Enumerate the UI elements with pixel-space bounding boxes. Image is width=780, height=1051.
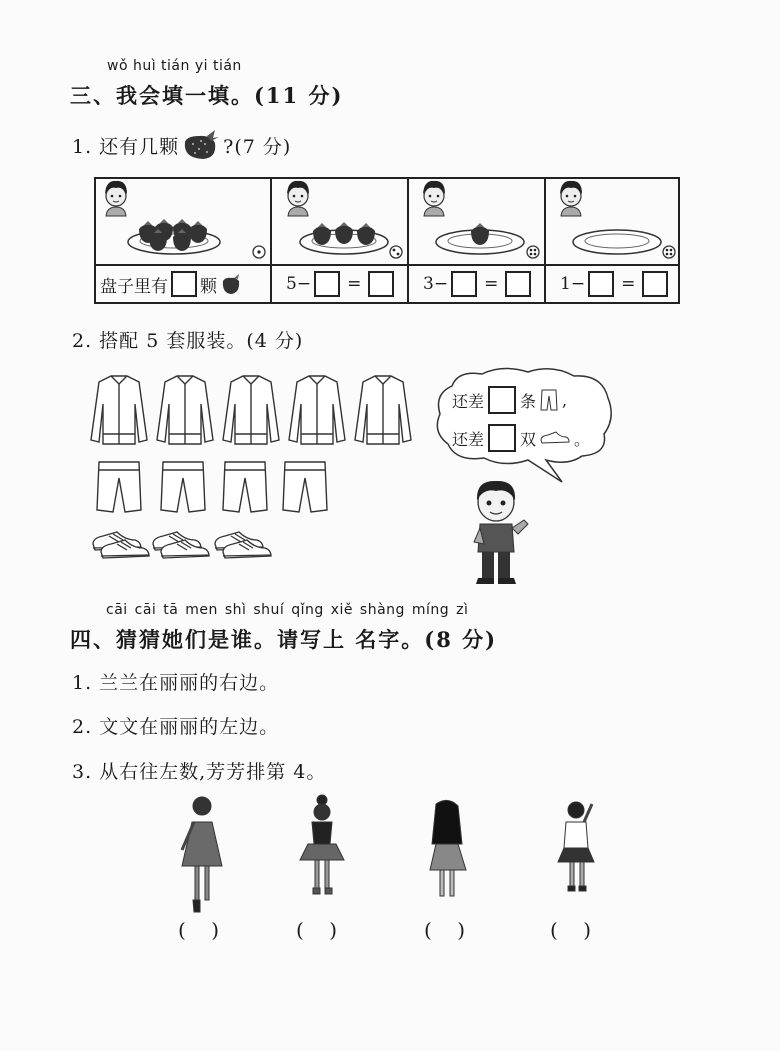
bubble-line-1-end: , bbox=[562, 390, 568, 410]
clothing-illustration bbox=[85, 370, 425, 570]
girls-illustration bbox=[160, 792, 620, 922]
girl-3 bbox=[430, 800, 466, 896]
answer-box[interactable] bbox=[642, 271, 668, 297]
statement-2: 2. 文文在丽丽的左边。 bbox=[72, 716, 280, 738]
section4-title: 四、猜猜她们是谁。请写上 名字。(8 分) bbox=[70, 627, 498, 652]
answer-box[interactable] bbox=[171, 271, 197, 297]
answer-box[interactable] bbox=[314, 271, 340, 297]
question-1 bbox=[72, 128, 291, 162]
table-cell-2 bbox=[286, 271, 394, 297]
section4-pinyin: cāi cāi tā men shì shuí qǐng xiě shàng míng zì bbox=[106, 602, 469, 618]
strawberry-table bbox=[94, 177, 680, 304]
plates-illustration bbox=[96, 179, 678, 264]
bubble-line-2-unit: 双 bbox=[520, 429, 537, 449]
cell1-label: 盘子里有 bbox=[100, 276, 168, 297]
answer-box[interactable] bbox=[368, 271, 394, 297]
cell3-equals: = bbox=[484, 274, 499, 294]
cell4-equals: = bbox=[621, 274, 636, 294]
girl-1 bbox=[182, 797, 222, 912]
table-cell-1 bbox=[100, 271, 242, 297]
cell4-prefix: 1− bbox=[560, 274, 586, 294]
bubble-line-2 bbox=[452, 424, 590, 452]
question-2: 2. 搭配 5 套服装。(4 分) bbox=[72, 330, 304, 352]
answer-box[interactable] bbox=[488, 424, 516, 452]
statement-3: 3. 从右往左数,芳芳排第 4。 bbox=[72, 761, 327, 783]
section3-title: 三、我会填一填。(11 分) bbox=[70, 83, 344, 108]
bubble-line-2-text: 还差 bbox=[452, 429, 485, 449]
girl-2 bbox=[300, 795, 344, 894]
boy-illustration bbox=[462, 476, 534, 586]
answer-box[interactable] bbox=[451, 271, 477, 297]
table-cell-3 bbox=[423, 271, 531, 297]
answer-slot-1[interactable]: ( ) bbox=[178, 918, 220, 942]
table-cell-4 bbox=[560, 271, 668, 297]
answer-box[interactable] bbox=[488, 386, 516, 414]
cell3-prefix: 3− bbox=[423, 274, 449, 294]
question-1-text: 1. 还有几颗 bbox=[72, 135, 180, 158]
section3-pinyin: wǒ huì tián yi tián bbox=[107, 58, 242, 74]
pants-icon bbox=[540, 388, 558, 412]
strawberry-icon bbox=[181, 128, 221, 162]
cell1-unit: 颗 bbox=[200, 276, 217, 297]
answer-slot-3[interactable]: ( ) bbox=[424, 918, 466, 942]
bubble-line-1-unit: 条 bbox=[520, 391, 537, 411]
cell2-prefix: 5− bbox=[286, 274, 312, 294]
answer-slot-4[interactable]: ( ) bbox=[550, 918, 592, 942]
bubble-line-1 bbox=[452, 386, 567, 414]
shoe-icon bbox=[540, 430, 570, 446]
statement-1: 1. 兰兰在丽丽的右边。 bbox=[72, 672, 280, 694]
strawberry-icon bbox=[220, 273, 242, 295]
answer-box[interactable] bbox=[505, 271, 531, 297]
bubble-line-2-end: 。 bbox=[574, 429, 591, 449]
bubble-line-1-text: 还差 bbox=[452, 391, 485, 411]
cell2-equals: = bbox=[347, 274, 362, 294]
question-1-points: ?(7 分) bbox=[223, 135, 292, 158]
answer-box[interactable] bbox=[588, 271, 614, 297]
answer-slot-2[interactable]: ( ) bbox=[296, 918, 338, 942]
girl-4 bbox=[558, 802, 594, 891]
